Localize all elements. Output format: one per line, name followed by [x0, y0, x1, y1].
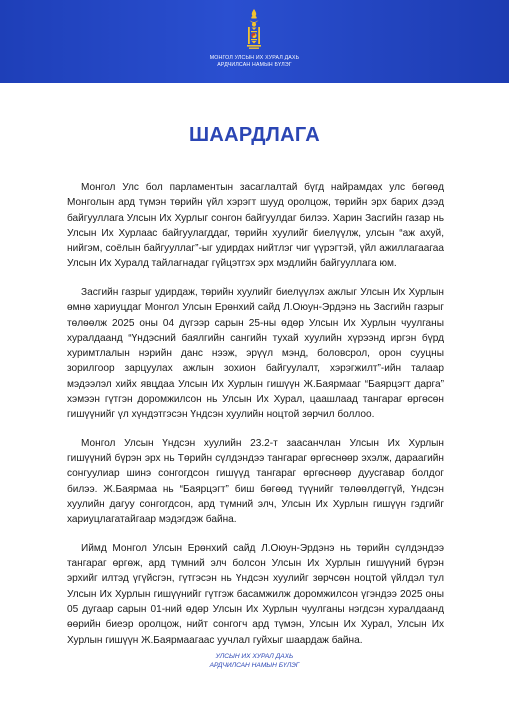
soyombo-emblem-icon	[241, 8, 267, 50]
org-name-line-2: АРДЧИЛСАН НАМЫН БҮЛЭГ	[217, 62, 292, 68]
footer-org-line-2: АРДЧИЛСАН НАМЫН БҮЛЭГ	[209, 662, 300, 669]
paragraph-2: Засгийн газрыг удирдаж, төрийн хуулийг биелүүлэх ажлыг Улсын Их Хурлын өмнө хариуцдаг Монгол Улсын Ерөнхий сайд Л.Оюун-Эрдэнэ нь Засгийн газрыг төлөөлж 2025 оны 04 дүгээр сарын 25-ны өдөр Улсын Их Хурлын чуулганы хуралдаанд “Үндэсний баялгийн сангийн тухай хуулийн хүрээнд иргэн бүрд хуримтлалын нэрийн данс нээж, эрүүл мэнд, боловсрол, орон сууцны зорилгоор зарцуулах ажлын зохион байгуулалт, хэрэгжилт”-ийн талаар мэдээлэл хийх явцдаа Улсын Их Хурлын гишүүн Ж.Баярмааг “Баярцэгт дарга” хэмээн гүтгэн доромжилсон нь Улсын Их Хурал, цаашлаад тангараг өргөсөн гишүүнийг үл хүндэтгэсэн Үндсэн хуулийн ноцтой зөрчил боллоо.	[67, 286, 444, 421]
paragraph-4: Иймд Монгол Улсын Ерөнхий сайд Л.Оюун-Эрдэнэ нь төрийн сүлдэндээ тангараг өргөж, ард түмний элч болсон Улсын Их Хурлын гишүүний бүрэн эрхийг илтэд үгүйсгэн, гүтгэсэн нь Үндсэн хуулийг зөрчсөн ноцтой үйлдэл тул Улсын Их Хурлын гишүүнийг гүтгэж басамжилж доромжилсон үгэндээ 2025 оны 05 дугаар сарын 01-ний өдөр Улсын Их Хурлын чуулганы нэгдсэн хуралдаанд өөрийн биеэр оролцож, нийт сонгогч ард түмэн, Улсын Их Хурал, Улсын Их Хурлын гишүүн Ж.Баярмаагаас уучлал гуйхыг шаардаж байна.	[67, 542, 444, 646]
header-banner	[0, 0, 509, 83]
footer-org-line-1: УЛСЫН ИХ ХУРАЛ ДАХЬ	[215, 653, 294, 660]
org-name-line-1: МОНГОЛ УЛСЫН ИХ ХУРАЛ ДАХЬ	[209, 55, 300, 61]
paragraph-3: Монгол Улсын Үндсэн хуулийн 23.2-т заасанчлан Улсын Их Хурлын гишүүний бүрэн эрх нь Төрийн сүлдэндээ тангараг өргөснөөр эхэлж, дараагийн сонгуулиар шинэ сонгогдсон гишүүд тангараг өргөснөөр дуусгавар болдог билээ. Ж.Баярмаа нь “Баярцэгт” биш бөгөөд түүнийг төлөөлдөггүй, Үндсэн хуулийн дагуу сонгогдсон, ард түмний элч, Улсын Их Хурлын гишүүн гэдгийг хариуцлагатайгаар мэдэгдэж байна.	[67, 437, 444, 526]
document-title: ШААРДЛАГА	[188, 124, 320, 146]
paragraph-1: Монгол Улс бол парламентын засаглалтай бүгд найрамдах улс бөгөөд Монголын ард түмэн төрийн үйл хэрэгт шууд оролцож, төрийн эрх барих дээд байгууллага Улсын Их Хурлыг сонгон байгуулдаг билээ. Харин Засгийн газар нь Улсын Их Хурлаас байгуулагддаг, төрийн хуулийг биелүүлж, улсын “аж ахуй, нийгэм, соёлын байгууллаг”-ыг удирдах нийтлэг чиг үүрэгтэй, үйл ажиллагаагаа Улсын Их Хуралд тайлагнадаг гүйцэтгэх эрх мэдлийн байгууллага юм.	[67, 182, 444, 270]
document-body	[67, 180, 444, 661]
